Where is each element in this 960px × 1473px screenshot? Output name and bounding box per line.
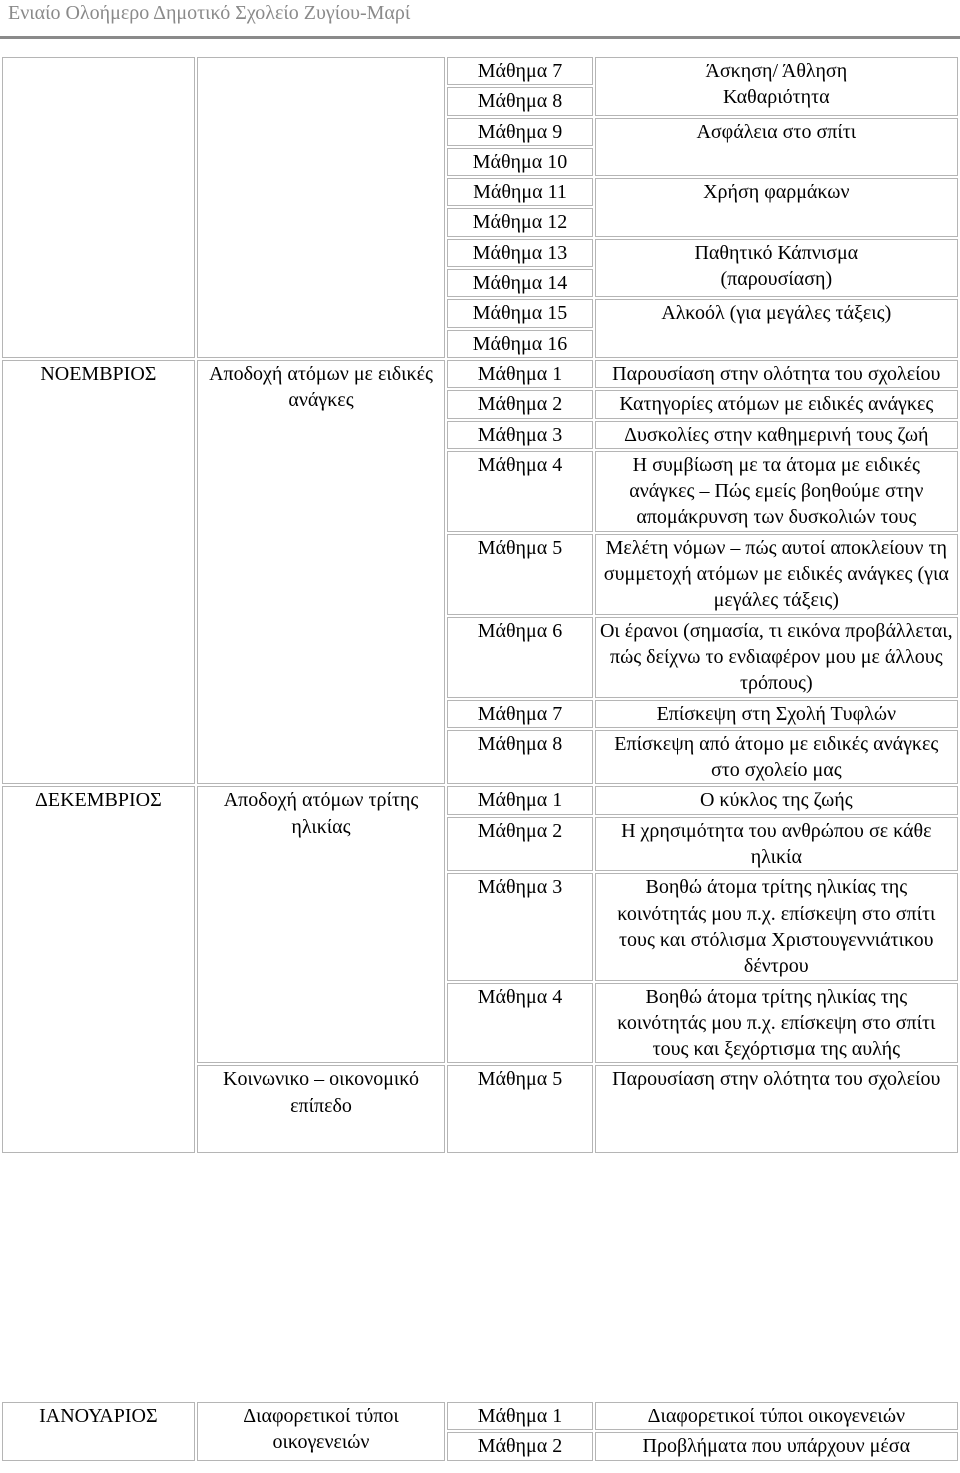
lesson-content: Ο κύκλος της ζωής xyxy=(595,786,958,814)
month-cell: ΔΕΚΕΜΒΡΙΟΣ xyxy=(2,786,195,1153)
lesson-content: Παρουσίαση στην ολότητα του σχολείου xyxy=(595,1065,958,1153)
lesson-label: Μάθημα 5 xyxy=(447,534,592,615)
lesson-label: Μάθημα 6 xyxy=(447,617,592,698)
lesson-label: Μάθημα 5 xyxy=(447,1065,592,1153)
lesson-content: Παρουσίαση στην ολότητα του σχολείου xyxy=(595,360,958,388)
lesson-content: Η χρησιμότητα του ανθρώπου σε κάθε ηλικία xyxy=(595,817,958,872)
page-header: Ενιαίο Ολοήμερο Δημοτικό Σχολείο Ζυγίου-Μαρί xyxy=(8,2,411,24)
table-row xyxy=(2,57,958,85)
lesson-content xyxy=(595,239,958,298)
lesson-label: Μάθημα 14 xyxy=(447,269,592,297)
lesson-content: Η συμβίωση με τα άτομα με ειδικές ανάγκες – Πώς εμείς βοηθούμε στην απομάκρυνση των δυσκολιών τους xyxy=(595,451,958,532)
lesson-content-line: Καθαριότητα xyxy=(722,86,830,109)
lesson-label: Μάθημα 13 xyxy=(447,239,592,267)
lesson-content xyxy=(595,57,958,116)
header-rule xyxy=(0,36,960,39)
month-cell: ΝΟΕΜΒΡΙΟΣ xyxy=(2,360,195,784)
topic-cell: Αποδοχή ατόμων τρίτης ηλικίας xyxy=(197,786,446,1063)
topic-cell xyxy=(197,57,446,358)
lesson-label: Μάθημα 12 xyxy=(447,208,592,236)
lesson-content: Επίσκεψη από άτομο με ειδικές ανάγκες στο σχολείο μας xyxy=(595,730,958,785)
lesson-content: Χρήση φαρμάκων xyxy=(595,178,958,237)
lesson-label: Μάθημα 9 xyxy=(447,118,592,146)
lesson-label: Μάθημα 4 xyxy=(447,451,592,532)
lesson-content: Προβλήματα που υπάρχουν μέσα xyxy=(595,1432,958,1460)
lesson-label: Μάθημα 7 xyxy=(447,700,592,728)
lesson-content-line: Άσκηση/ Άθληση xyxy=(705,60,848,82)
lesson-content: Μελέτη νόμων – πώς αυτοί αποκλείουν τη συμμετοχή ατόμων με ειδικές ανάγκες (για μεγάλες τάξεις) xyxy=(595,534,958,615)
schedule-table-continued xyxy=(0,1400,960,1463)
lesson-label: Μάθημα 1 xyxy=(447,360,592,388)
lesson-label: Μάθημα 3 xyxy=(447,421,592,449)
topic-cell: Κοινωνικο – οικονομικό επίπεδο xyxy=(197,1065,446,1153)
lesson-content: Επίσκεψη στη Σχολή Τυφλών xyxy=(595,700,958,728)
lesson-label: Μάθημα 2 xyxy=(447,390,592,418)
lesson-label: Μάθημα 16 xyxy=(447,330,592,358)
lesson-label: Μάθημα 2 xyxy=(447,1432,592,1460)
lesson-label: Μάθημα 8 xyxy=(447,730,592,785)
lesson-label: Μάθημα 2 xyxy=(447,817,592,872)
topic-cell: Διαφορετικοί τύποι οικογενειών xyxy=(197,1402,446,1461)
lesson-content-line: Παθητικό Κάπνισμα xyxy=(694,241,859,264)
lesson-label: Μάθημα 11 xyxy=(447,178,592,206)
lesson-content: Βοηθώ άτομα τρίτης ηλικίας της κοινότητάς μου π.χ. επίσκεψη στο σπίτι τους και στόλισμα Χριστουγεννιάτικου δέντρου xyxy=(595,873,958,980)
lesson-content: Οι έρανοι (σημασία, τι εικόνα προβάλλεται, πώς δείχνω το ενδιαφέρον μου με άλλους τρόπους) xyxy=(595,617,958,698)
table-row xyxy=(2,786,958,814)
lesson-label: Μάθημα 4 xyxy=(447,983,592,1064)
lesson-label: Μάθημα 1 xyxy=(447,1402,592,1430)
schedule-table xyxy=(0,55,960,1155)
lesson-label: Μάθημα 1 xyxy=(447,786,592,814)
lesson-content: Αλκοόλ (για μεγάλες τάξεις) xyxy=(595,299,958,358)
topic-cell: Αποδοχή ατόμων με ειδικές ανάγκες xyxy=(197,360,446,784)
lesson-label: Μάθημα 3 xyxy=(447,873,592,980)
lesson-label: Μάθημα 10 xyxy=(447,148,592,176)
lesson-content: Βοηθώ άτομα τρίτης ηλικίας της κοινότητάς μου π.χ. επίσκεψη στο σπίτι τους και ξεχόρτισμα της αυλής xyxy=(595,983,958,1064)
lesson-content: Κατηγορίες ατόμων με ειδικές ανάγκες xyxy=(595,390,958,418)
lesson-label: Μάθημα 8 xyxy=(447,87,592,115)
lesson-content: Δυσκολίες στην καθημερινή τους ζωή xyxy=(595,421,958,449)
lesson-content: Διαφορετικοί τύποι οικογενειών xyxy=(595,1402,958,1430)
lesson-label: Μάθημα 7 xyxy=(447,57,592,85)
month-cell xyxy=(2,57,195,358)
table-row xyxy=(2,360,958,388)
lesson-content-line: (παρουσίαση) xyxy=(720,268,833,291)
lesson-content: Ασφάλεια στο σπίτι xyxy=(595,118,958,177)
lesson-label: Μάθημα 15 xyxy=(447,299,592,327)
table-row xyxy=(2,1402,958,1430)
month-cell: ΙΑΝΟΥΑΡΙΟΣ xyxy=(2,1402,195,1461)
